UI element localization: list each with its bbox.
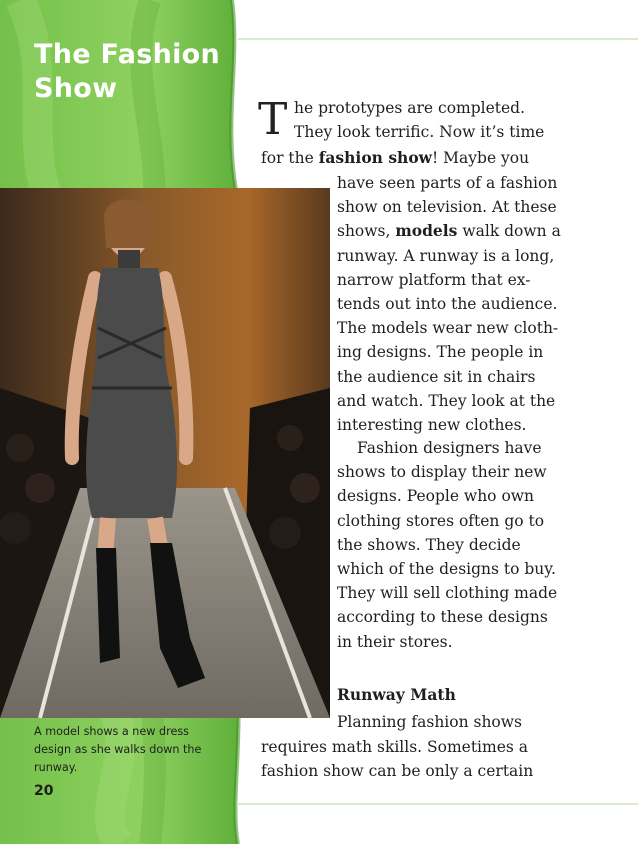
para1-line-13: and watch. They look at the — [337, 391, 556, 410]
para1-line-1: he prototypes are completed. — [294, 99, 526, 117]
bottom-rule — [238, 803, 638, 805]
para1-line-6-before: shows, — [337, 222, 396, 241]
para3-line-3: fashion show can be only a certain — [261, 762, 534, 781]
paragraph-2 — [337, 436, 607, 654]
page-title — [34, 38, 220, 106]
paragraph-1-wide-line — [261, 146, 613, 170]
para1-line-11: ing designs. The people in — [337, 343, 544, 362]
paragraph-3-first-line — [337, 710, 607, 734]
drop-cap: T — [258, 94, 288, 145]
para1-line-2: They look terrific. Now it’s time — [294, 123, 545, 142]
para3-line-1: Planning fashion shows — [337, 713, 522, 731]
para1-line-7: runway. A runway is a long, — [337, 246, 555, 265]
paragraph-1-dropcap-lines — [294, 96, 614, 144]
paragraph-1-narrow-lines — [337, 171, 607, 437]
para2-line-9: in their stores. — [337, 632, 453, 651]
caption-line-1: A model shows a new dress — [34, 725, 189, 738]
term-models: models — [395, 221, 458, 241]
para1-line-14: interesting new clothes. — [337, 416, 527, 435]
section-heading-runway-math: Runway Math — [337, 685, 456, 704]
term-fashion-show: fashion show — [318, 148, 432, 167]
page-title-line-1: The Fashion — [34, 39, 221, 70]
para2-line-7: They will sell clothing made — [337, 584, 558, 603]
para1-line-4: have seen parts of a fashion — [337, 174, 558, 192]
runway-photo — [0, 188, 330, 718]
para1-line-9: tends out into the audience. — [337, 295, 558, 314]
caption-line-3: runway. — [34, 761, 78, 774]
para1-line-3-before: for the — [261, 149, 319, 167]
para2-line-3: designs. People who own — [337, 487, 535, 506]
para2-line-8: according to these designs — [337, 608, 548, 627]
paragraph-3-wide-lines — [261, 735, 613, 783]
para2-line-6: which of the designs to buy. — [337, 560, 556, 579]
para1-line-12: the audience sit in chairs — [337, 367, 536, 386]
para1-line-10: The models wear new cloth- — [337, 319, 559, 338]
caption-line-2: design as she walks down the — [34, 743, 202, 756]
para1-line-3-after: ! Maybe you — [432, 149, 530, 167]
page-title-line-2: Show — [34, 73, 118, 104]
para2-line-1: Fashion designers have — [357, 439, 542, 457]
top-rule — [238, 38, 638, 40]
para2-line-4: clothing stores often go to — [337, 511, 545, 530]
photo-caption — [34, 723, 224, 777]
para1-line-8: narrow platform that ex- — [337, 270, 531, 289]
para3-line-2: requires math skills. Sometimes a — [261, 738, 529, 756]
page-number: 20 — [34, 783, 54, 799]
para2-line-2: shows to display their new — [337, 463, 547, 482]
para1-line-5: show on television. At these — [337, 198, 557, 217]
para2-line-5: the shows. They decide — [337, 535, 521, 554]
para1-line-6-after: walk down a — [457, 222, 561, 241]
